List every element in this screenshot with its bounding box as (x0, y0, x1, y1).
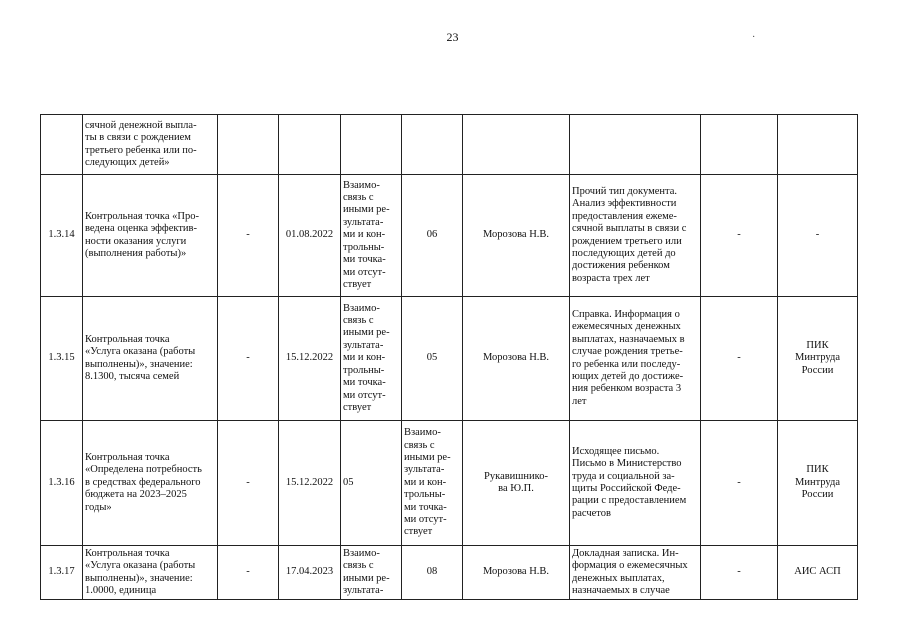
column-9-cell: - (701, 421, 778, 546)
relation-cell (341, 115, 402, 175)
responsible-person-cell: Рукавишнико- ва Ю.П. (463, 421, 570, 546)
column-9-cell: - (701, 297, 778, 421)
document-cell (570, 115, 701, 175)
table-row (41, 297, 858, 421)
column-9-cell: - (701, 175, 778, 297)
row-number-cell (41, 115, 83, 175)
column-3-cell (218, 115, 279, 175)
relation-cell: Взаимо- связь с иными ре- зультата- ми и кон- трольны- ми точка- ми отсут- ствует (341, 297, 402, 421)
control-points-table (40, 114, 858, 600)
responsible-person-cell: Морозова Н.В. (463, 297, 570, 421)
responsible-person-cell (463, 115, 570, 175)
information-system-cell: - (778, 175, 858, 297)
control-point-name-cell: сячной денежной выпла- ты в связи с рождением третьего ребенка или по- следующих детей» (83, 115, 218, 175)
column-3-cell: - (218, 546, 279, 600)
column-9-cell: - (701, 546, 778, 600)
column-3-cell: - (218, 421, 279, 546)
date-cell: 17.04.2023 (279, 546, 341, 600)
document-cell: Прочий тип документа. Анализ эффективности предоставления ежеме- сячной выплаты в связи с рождением третьего или последующих детей до достижения ребенком возраста трех лет (570, 175, 701, 297)
responsible-person-cell: Морозова Н.В. (463, 546, 570, 600)
responsible-person-cell: Морозова Н.В. (463, 175, 570, 297)
row-number-cell: 1.3.17 (41, 546, 83, 600)
control-point-name-cell: Контрольная точка «Про- ведена оценка эффектив- ности оказания услуги (выполнения работы)» (83, 175, 218, 297)
control-point-name-cell: Контрольная точка «Услуга оказана (работы выполнены)», значение: 1.0000, единица (83, 546, 218, 600)
table-row (41, 175, 858, 297)
date-cell: 15.12.2022 (279, 421, 341, 546)
column-6-cell: 05 (402, 297, 463, 421)
relation-cell: Взаимо- связь с иными ре- зультата- ми и кон- трольны- ми точка- ми отсут- ствует (341, 175, 402, 297)
column-9-cell (701, 115, 778, 175)
document-cell: Справка. Информация о ежемесячных денежных выплатах, назначаемых в случае рождения третье- го ребенка или последу- ющих детей до достиже- ния ребенком возраста 3 лет (570, 297, 701, 421)
column-3-cell: - (218, 175, 279, 297)
column-3-cell: - (218, 297, 279, 421)
relation-cell: 05 (341, 421, 402, 546)
row-number-cell: 1.3.15 (41, 297, 83, 421)
date-cell: 15.12.2022 (279, 297, 341, 421)
column-6-cell: 06 (402, 175, 463, 297)
control-point-name-cell: Контрольная точка «Услуга оказана (работы выполнены)», значение: 8.1300, тысяча семей (83, 297, 218, 421)
row-number-cell: 1.3.16 (41, 421, 83, 546)
information-system-cell (778, 115, 858, 175)
column-6-cell: Взаимо- связь с иными ре- зультата- ми и кон- трольны- ми точка- ми отсут- ствует (402, 421, 463, 546)
page-number: 23 (446, 30, 459, 44)
document-cell: Докладная записка. Ин- формация о ежемесячных денежных выплатах, назначаемых в случае (570, 546, 701, 600)
row-number-cell: 1.3.14 (41, 175, 83, 297)
column-6-cell (402, 115, 463, 175)
control-point-name-cell: Контрольная точка «Определена потребность в средствах федерального бюджета на 2023–2025 годы» (83, 421, 218, 546)
information-system-cell: АИС АСП (778, 546, 858, 600)
corner-mark: · (752, 32, 756, 43)
table-row (41, 546, 858, 600)
information-system-cell: ПИК Минтруда России (778, 421, 858, 546)
document-cell: Исходящее письмо. Письмо в Министерство труда и социальной за- щиты Российской Феде- рации с предоставлением расчетов (570, 421, 701, 546)
table-row (41, 421, 858, 546)
relation-cell: Взаимо- связь с иными ре- зультата- (341, 546, 402, 600)
information-system-cell: ПИК Минтруда России (778, 297, 858, 421)
column-6-cell: 08 (402, 546, 463, 600)
date-cell (279, 115, 341, 175)
date-cell: 01.08.2022 (279, 175, 341, 297)
table-row (41, 115, 858, 175)
